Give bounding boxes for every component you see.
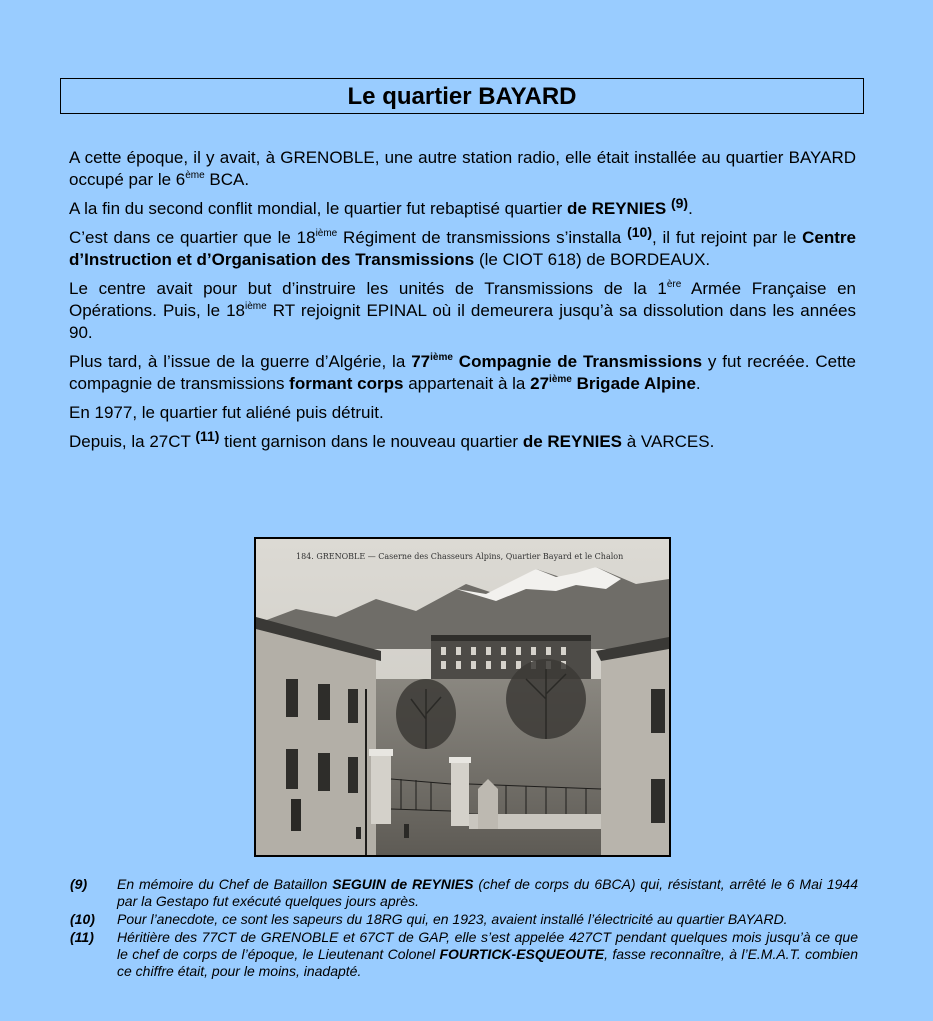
paragraph-7: Depuis, la 27CT $^{(11)}$ tient garnison dans le nouveau quartier de REYNIES à VARCES. xyxy=(69,428,715,451)
footnote-9: (9) En mémoire du Chef de Bataillon SEGUIN de REYNIES (chef de corps du 6BCA) qui, résistant, arrêté le 6 Mai 1944 par la Gestapo fut exécuté quelques jours après. xyxy=(70,876,858,909)
paragraph-1: A cette époque, il y avait, à GRENOBLE, une autre station radio, elle était installée au quartier BAYARD occupé par le 6ème BCA. xyxy=(69,148,856,189)
footnote-10: (10) Pour l’anecdote, ce sont les sapeurs du 18RG qui, en 1923, avaient installé l’électricité au quartier BAYARD. xyxy=(70,911,788,927)
photo-caption: 184. GRENOBLE — Caserne des Chasseurs Alpins, Quartier Bayard et le Chalon xyxy=(296,552,624,561)
page-title: Le quartier BAYARD xyxy=(60,78,864,114)
barracks-photo-illustration xyxy=(256,539,669,855)
paragraph-3: C’est dans ce quartier que le 18ième Régiment de transmissions s’installa $^{(10)}$, il fut rejoint par le Centre d’Instruction et d’Organisation des Transmissions (le CIOT 618) de BORDEAUX. xyxy=(69,224,856,269)
footnotes xyxy=(70,876,858,981)
postcard-photo xyxy=(254,537,671,857)
paragraph-2: A la fin du second conflit mondial, le quartier fut rebaptisé quartier de REYNIES $^{(9)}$. xyxy=(69,195,693,218)
paragraph-6: En 1977, le quartier fut aliéné puis détruit. xyxy=(69,403,384,422)
paragraph-4: Le centre avait pour but d’instruire les unités de Transmissions de la 1ère Armée Française en Opérations. Puis, le 18ième RT rejoignit EPINAL où il demeurera jusqu’à sa dissolution dans les années 90. xyxy=(69,279,857,342)
paragraph-5: Plus tard, à l’issue de la guerre d’Algérie, la 77ième Compagnie de Transmissions y fut recréée. Cette compagnie de transmissions formant corps appartenait à la 27ième Brigade Alpine. xyxy=(69,352,856,393)
body-text xyxy=(69,147,856,460)
footnote-11: (11) Héritière des 77CT de GRENOBLE et 67CT de GAP, elle s’est appelée 427CT pendant quelques mois jusqu’à ce que le chef de corps de l’époque, le Lieutenant Colonel FOURTICK-ESQUEOUTE, fasse reconnaître, à l’E.M.A.T. combien ce chiffre était, pour le moins, inadapté. xyxy=(70,929,858,979)
